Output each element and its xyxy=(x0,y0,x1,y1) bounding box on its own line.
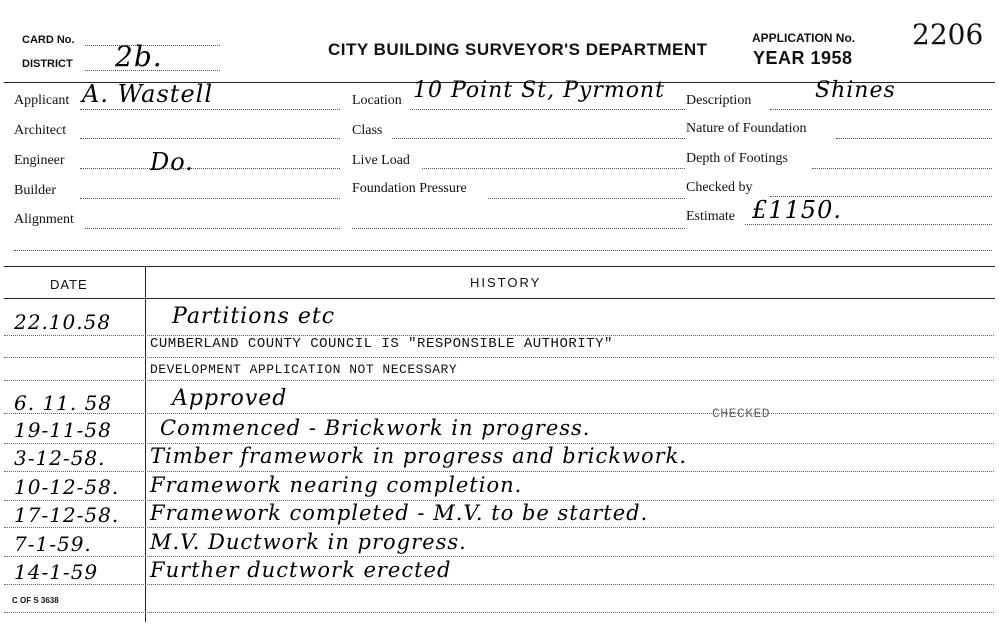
history-date: 19-11-58 xyxy=(14,418,112,442)
history-entry: Framework nearing completion. xyxy=(150,473,523,497)
history-date: 7-1-59. xyxy=(14,532,92,556)
architect-label: Architect xyxy=(14,123,67,138)
row-line xyxy=(4,471,994,472)
history-date: 10-12-58. xyxy=(14,475,120,499)
nature-line xyxy=(836,138,992,139)
history-column-header: HISTORY xyxy=(470,275,542,290)
engineer-line xyxy=(80,168,340,169)
foundation-pressure-line xyxy=(488,198,685,199)
location-line xyxy=(410,109,685,110)
depth-line xyxy=(812,168,992,169)
row-line xyxy=(4,357,994,358)
date-column-header: DATE xyxy=(50,277,88,292)
foundation-pressure-label: Foundation Pressure xyxy=(352,181,467,196)
date-history-divider xyxy=(145,266,146,622)
history-entry: M.V. Ductwork in progress. xyxy=(150,530,467,554)
district-value: 2b. xyxy=(115,40,163,73)
history-date: 14-1-59 xyxy=(14,560,99,584)
history-header-divider xyxy=(4,298,995,299)
description-label: Description xyxy=(686,93,752,108)
history-stamp-entry: CUMBERLAND COUNTY COUNCIL IS "RESPONSIBLE AUTHORITY" xyxy=(150,336,613,352)
row-line xyxy=(4,612,994,613)
applicant-label: Applicant xyxy=(14,93,70,108)
estimate-line xyxy=(745,224,992,225)
history-date: 3-12-58. xyxy=(14,446,106,470)
engineer-label: Engineer xyxy=(14,153,65,168)
location-label: Location xyxy=(352,93,402,108)
class-label: Class xyxy=(352,123,383,138)
history-entry: Commenced - Brickwork in progress. xyxy=(160,416,591,440)
estimate-label: Estimate xyxy=(686,209,735,224)
engineer-value: Do. xyxy=(150,148,194,176)
checked-by-label: Checked by xyxy=(686,180,753,195)
year-label: YEAR 1958 xyxy=(753,48,853,68)
history-date: 6. 11. 58 xyxy=(14,391,113,415)
card-no-label: CARD No. xyxy=(22,34,75,46)
history-stamp-partial: CHECKED xyxy=(712,406,771,421)
row-line xyxy=(4,584,994,585)
application-no-label: APPLICATION No. xyxy=(752,31,856,45)
history-entry: Framework completed - M.V. to be started. xyxy=(150,501,649,525)
blank-line-mid xyxy=(352,228,685,229)
live-load-line xyxy=(422,168,685,169)
applicant-value: A. Wastell xyxy=(82,80,213,108)
description-line xyxy=(770,109,992,110)
history-entry: Approved xyxy=(172,386,288,411)
district-label: DISTRICT xyxy=(22,58,73,70)
row-line xyxy=(4,380,994,381)
architect-line xyxy=(80,138,340,139)
form-code: C OF S 3638 xyxy=(12,596,59,605)
row-line xyxy=(4,527,994,528)
application-no-value: 2206 xyxy=(912,18,984,51)
builder-line xyxy=(80,198,340,199)
nature-of-foundation-label: Nature of Foundation xyxy=(686,121,807,136)
history-stamp-entry: DEVELOPMENT APPLICATION NOT NECESSARY xyxy=(150,362,458,377)
history-entry: Partitions etc xyxy=(172,304,336,329)
history-top-divider xyxy=(4,266,995,267)
history-entry: Timber framework in progress and brickwork. xyxy=(150,444,688,468)
applicant-line xyxy=(80,109,340,110)
row-line xyxy=(4,413,994,414)
class-line xyxy=(392,138,685,139)
location-value: 10 Point St, Pyrmont xyxy=(413,78,665,103)
estimate-value: £1150. xyxy=(752,196,842,224)
builder-label: Builder xyxy=(14,183,56,198)
blank-line-bottom xyxy=(14,250,992,251)
description-value: Shines xyxy=(815,78,896,103)
history-entry: Further ductwork erected xyxy=(150,558,452,582)
depth-of-footings-label: Depth of Footings xyxy=(686,151,788,166)
history-date: 17-12-58. xyxy=(14,503,120,527)
row-line xyxy=(4,556,994,557)
department-title: CITY BUILDING SURVEYOR'S DEPARTMENT xyxy=(328,40,708,59)
history-date: 22.10.58 xyxy=(14,310,112,334)
alignment-label: Alignment xyxy=(14,212,74,227)
alignment-line xyxy=(85,228,340,229)
live-load-label: Live Load xyxy=(352,153,410,168)
